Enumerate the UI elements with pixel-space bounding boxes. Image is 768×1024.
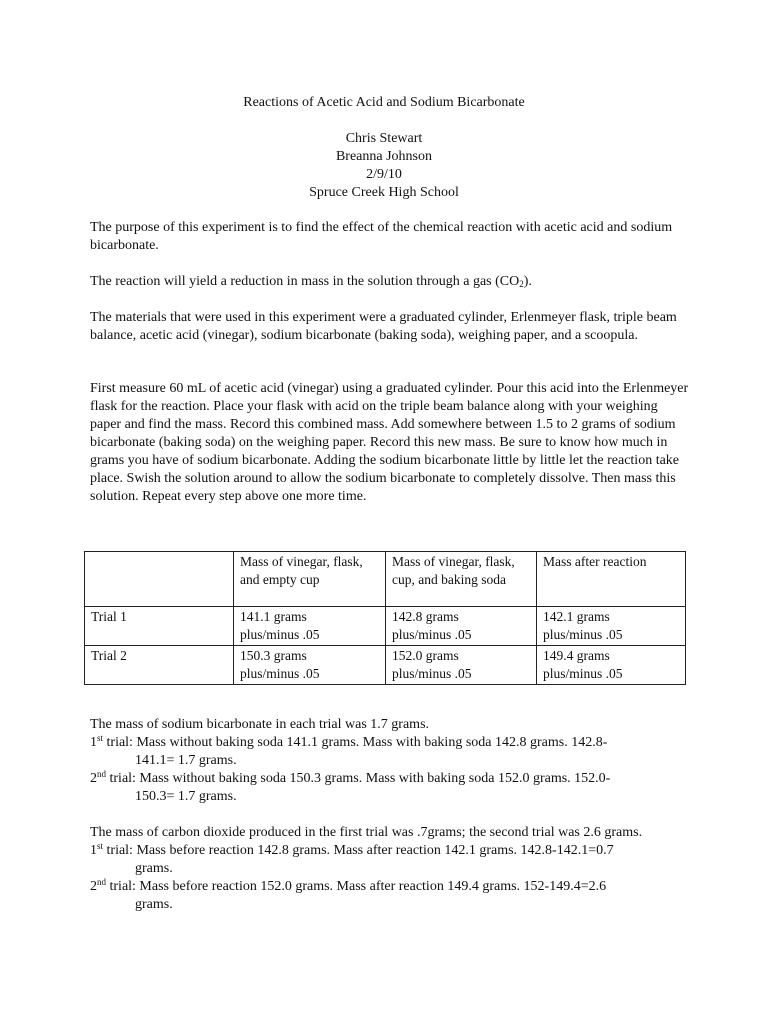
hypothesis-paragraph: The reaction will yield a reduction in mass in the solution through a gas $(CO_2)$. — [90, 274, 532, 289]
table-cell: 152.0 grams plus/minus .05 — [386, 646, 537, 685]
author-1: Chris Stewart — [345, 131, 423, 146]
author-2: Breanna Johnson — [335, 149, 433, 164]
results-table — [84, 551, 686, 685]
row-label: Trial 1 — [85, 607, 234, 646]
table-cell: 149.4 grams plus/minus .05 — [537, 646, 686, 685]
co2-trial-1-cont: grams. — [135, 861, 173, 876]
bicarbonate-trial-2: 2nd trial: Mass without baking soda 150.3 grams. Mass with baking soda 152.0 grams. 152.0- — [90, 769, 611, 786]
table-header-row — [85, 552, 686, 607]
bicarbonate-trial-1-cont: 141.1= 1.7 grams. — [135, 753, 237, 768]
bicarbonate-intro: The mass of sodium bicarbonate in each trial was 1.7 grams. — [90, 717, 430, 732]
procedure-paragraph: First measure 60 mL of acetic acid (vinegar) using a graduated cylinder. Pour this acid into the Erlenmeyer flask for the reaction. Place your flask with acid on the triple beam balance along with your weighing paper and find the mass. Record this combined mass. Add somewhere between 1.5 to 2 grams of sodium bicarbonate (baking soda) on the weighing paper. Record this new mass. Be sure to know how much in grams you have of sodium bicarbonate. Adding the sodium bicarbonate little by little let the reaction take place. Swish the solution around to allow the sodium bicarbonate to completely dissolve. Then mass this solution. Repeat every step above one more time. — [90, 381, 689, 504]
school-name: Spruce Creek High School — [309, 185, 459, 200]
materials-paragraph: The materials that were used in this experiment were a graduated cylinder, Erlenmeyer flask, triple beam balance, acetic acid (vinegar), sodium bicarbonate (baking soda), weighing paper, and a scoopula. — [90, 310, 677, 343]
table-row — [85, 607, 686, 646]
purpose-paragraph: The purpose of this experiment is to find the effect of the chemical reaction with acetic acid and sodium bicarbonate. — [90, 220, 673, 253]
bicarbonate-trial-2-cont: 150.3= 1.7 grams. — [135, 789, 237, 804]
bicarbonate-section — [90, 716, 690, 806]
table-header-cell — [85, 552, 234, 607]
table-cell: 150.3 grams plus/minus .05 — [234, 646, 386, 685]
row-label: Trial 2 — [85, 646, 234, 685]
table-header-cell: Mass of vinegar, flask, and empty cup — [234, 552, 386, 607]
report-date: 2/9/10 — [366, 167, 402, 182]
table-cell: 142.1 grams plus/minus .05 — [537, 607, 686, 646]
co2-trial-2: 2nd trial: Mass before reaction 152.0 grams. Mass after reaction 149.4 grams. 152-149.4=2.6 — [90, 877, 607, 894]
table-cell: 142.8 grams plus/minus .05 — [386, 607, 537, 646]
co2-trial-2-cont: grams. — [135, 897, 173, 912]
table-row — [85, 646, 686, 685]
table-header-cell: Mass of vinegar, flask, cup, and baking soda — [386, 552, 537, 607]
table-cell: 141.1 grams plus/minus .05 — [234, 607, 386, 646]
table-header-cell: Mass after reaction — [537, 552, 686, 607]
co2-trial-1: 1st trial: Mass before reaction 142.8 grams. Mass after reaction 142.1 grams. 142.8-142.1=0.7 — [90, 841, 614, 858]
co2-intro: The mass of carbon dioxide produced in the first trial was .7grams; the second trial was 2.6 grams. — [90, 825, 643, 840]
bicarbonate-trial-1: 1st trial: Mass without baking soda 141.1 grams. Mass with baking soda 142.8 grams. 142.8- — [90, 733, 608, 750]
co2-section — [90, 824, 690, 914]
document-title: Reactions of Acetic Acid and Sodium Bicarbonate — [243, 95, 525, 110]
